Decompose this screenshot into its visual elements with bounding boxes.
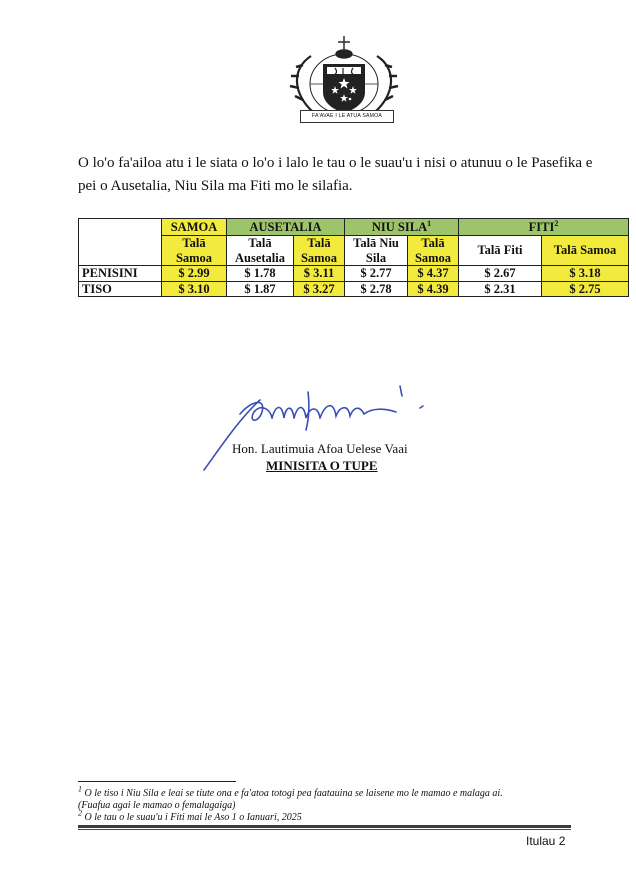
header-niu-sila (345, 219, 459, 236)
footer-bar (78, 825, 571, 828)
row-label: TISO (79, 281, 162, 297)
footnote-ref-2: 2 (554, 218, 559, 228)
page-number: Itulau 2 (526, 834, 566, 848)
fuel-price-table (78, 218, 629, 297)
footnote-2 (78, 808, 578, 824)
footnote-1-continued: (Fuafua agai le mamao o femalagaiga) (78, 800, 236, 811)
cell-fj: $ 2.31 (459, 281, 542, 297)
currency-fiji-tala: Talā Fiti (459, 236, 542, 266)
footer-bar-accent (78, 829, 571, 830)
header-niu-sila-label: NIU SILA (371, 219, 428, 234)
table-corner (79, 219, 162, 266)
header-fiti (459, 219, 629, 236)
footnote-1 (78, 784, 578, 800)
signatory-title: MINISITA O TUPE (266, 458, 378, 473)
footnote-2-text: O le tau o le suau'u i Fiti mai le Aso 1 o Ianuari, 2025 (84, 812, 302, 823)
currency-samoa-tala: Talā Samoa (162, 236, 227, 266)
footnote-1-text: O le tiso i Niu Sila e leai se tiute ona e fa'atoa totogi pea faatauina se laisene mo le mamao e malaga ai. (84, 788, 503, 799)
table-row-tiso (79, 281, 629, 297)
table-row-penisini (79, 266, 629, 282)
signatory-name: Hon. Lautimuia Afoa Uelese Vaai (232, 441, 408, 456)
cell-nz: $ 2.78 (345, 281, 408, 297)
footnote-1-mark: 1 (78, 784, 82, 794)
header-samoa: SAMOA (162, 219, 227, 236)
footnote-divider (78, 781, 236, 782)
intro-paragraph: O lo'o fa'ailoa atu i le siata o lo'o i lalo le tau o le suau'u i nisi o atunuu o le Pasefika e pei o Ausetalia, Niu Sila ma Fiti mo le silafia. (78, 155, 593, 194)
cell-nz-ws: $ 4.39 (408, 281, 459, 297)
row-label: PENISINI (79, 266, 162, 282)
cell-nz-ws: $ 4.37 (408, 266, 459, 282)
motto-banner: FA'AVAE I LE ATUA SAMOA (300, 110, 394, 123)
footnote-ref-1: 1 (427, 218, 432, 228)
currency-fiji-samoa: Talā Samoa (542, 236, 629, 266)
header-ausetalia: AUSETALIA (227, 219, 345, 236)
cell-aus-ws: $ 3.11 (294, 266, 345, 282)
cell-samoa: $ 2.99 (162, 266, 227, 282)
cell-fj-ws: $ 2.75 (542, 281, 629, 297)
cell-aus: $ 1.87 (227, 281, 294, 297)
currency-nz-tala: Talā Niu Sila (345, 236, 408, 266)
cell-samoa: $ 3.10 (162, 281, 227, 297)
cell-aus-ws: $ 3.27 (294, 281, 345, 297)
cell-aus: $ 1.78 (227, 266, 294, 282)
header-fiti-label: FITI (528, 219, 555, 234)
cell-fj-ws: $ 3.18 (542, 266, 629, 282)
currency-aus-tala: Talā Ausetalia (227, 236, 294, 266)
footnote-2-mark: 2 (78, 808, 82, 818)
currency-aus-samoa: Talā Samoa (294, 236, 345, 266)
cell-nz: $ 2.77 (345, 266, 408, 282)
currency-nz-samoa: Talā Samoa (408, 236, 459, 266)
cell-fj: $ 2.67 (459, 266, 542, 282)
